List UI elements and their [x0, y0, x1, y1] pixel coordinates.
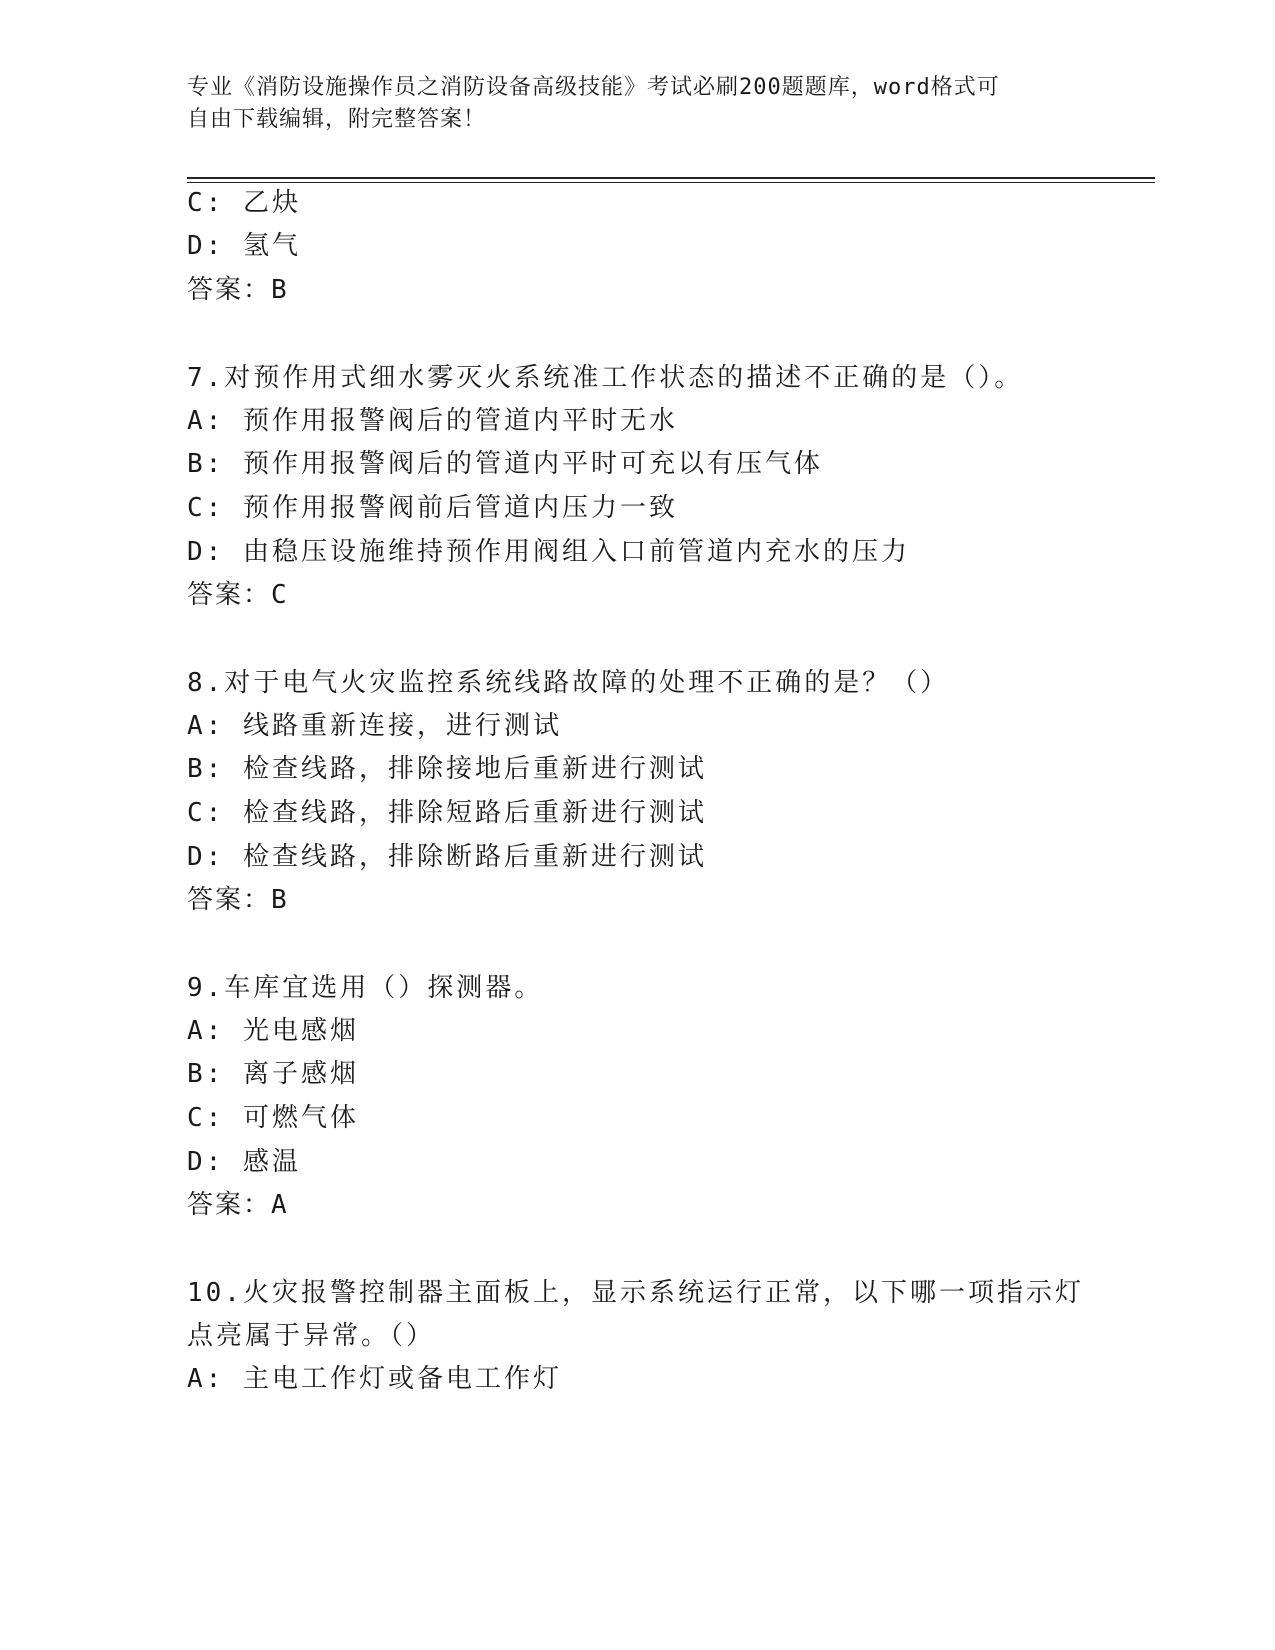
- q9-option-a: A: 光电感烟: [187, 1016, 359, 1046]
- q9-stem: 9.车库宜选用（）探测器。: [187, 973, 544, 1003]
- q8-answer: 答案：B: [187, 885, 289, 915]
- q7-option-d: D: 由稳压设施维持预作用阀组入口前管道内充水的压力: [187, 537, 910, 567]
- q8-option-b: B: 检查线路，排除接地后重新进行测试: [187, 754, 707, 784]
- q8-option-a: A: 线路重新连接，进行测试: [187, 711, 562, 741]
- q6-option-c: C: 乙炔: [187, 188, 301, 218]
- q8-option-d: D: 检查线路，排除断路后重新进行测试: [187, 842, 707, 872]
- q7-option-b: B: 预作用报警阀后的管道内平时可充以有压气体: [187, 449, 823, 479]
- q7-option-c: C: 预作用报警阀前后管道内压力一致: [187, 493, 678, 523]
- q10-option-a: A: 主电工作灯或备电工作灯: [187, 1364, 562, 1394]
- q8-option-c: C: 检查线路，排除短路后重新进行测试: [187, 798, 707, 828]
- document-header: [187, 72, 1087, 136]
- q6-answer: 答案：B: [187, 275, 289, 305]
- header-divider-thick: [187, 177, 1155, 179]
- q8-stem: 8.对于电气火灾监控系统线路故障的处理不正确的是？（）: [187, 668, 950, 698]
- q9-option-c: C: 可燃气体: [187, 1103, 359, 1133]
- q10-stem-line-1: 10.火灾报警控制器主面板上，显示系统运行正常，以下哪一项指示灯: [187, 1278, 1084, 1308]
- q6-option-d: D: 氢气: [187, 231, 301, 261]
- q9-option-b: B: 离子感烟: [187, 1059, 359, 1089]
- q7-answer: 答案：C: [187, 580, 289, 610]
- q7-option-a: A: 预作用报警阀后的管道内平时无水: [187, 406, 678, 436]
- q9-answer: 答案：A: [187, 1190, 289, 1220]
- header-line-2: 自由下载编辑，附完整答案！: [187, 107, 487, 132]
- q10-stem-line-2: 点亮属于异常。（）: [187, 1321, 436, 1351]
- header-divider-thin: [187, 182, 1155, 183]
- q9-option-d: D: 感温: [187, 1147, 301, 1177]
- q7-stem: 7.对预作用式细水雾灭火系统准工作状态的描述不正确的是（）。: [187, 363, 1024, 393]
- header-line-1: 专业《消防设施操作员之消防设备高级技能》考试必刷200题题库，word格式可: [187, 75, 1000, 100]
